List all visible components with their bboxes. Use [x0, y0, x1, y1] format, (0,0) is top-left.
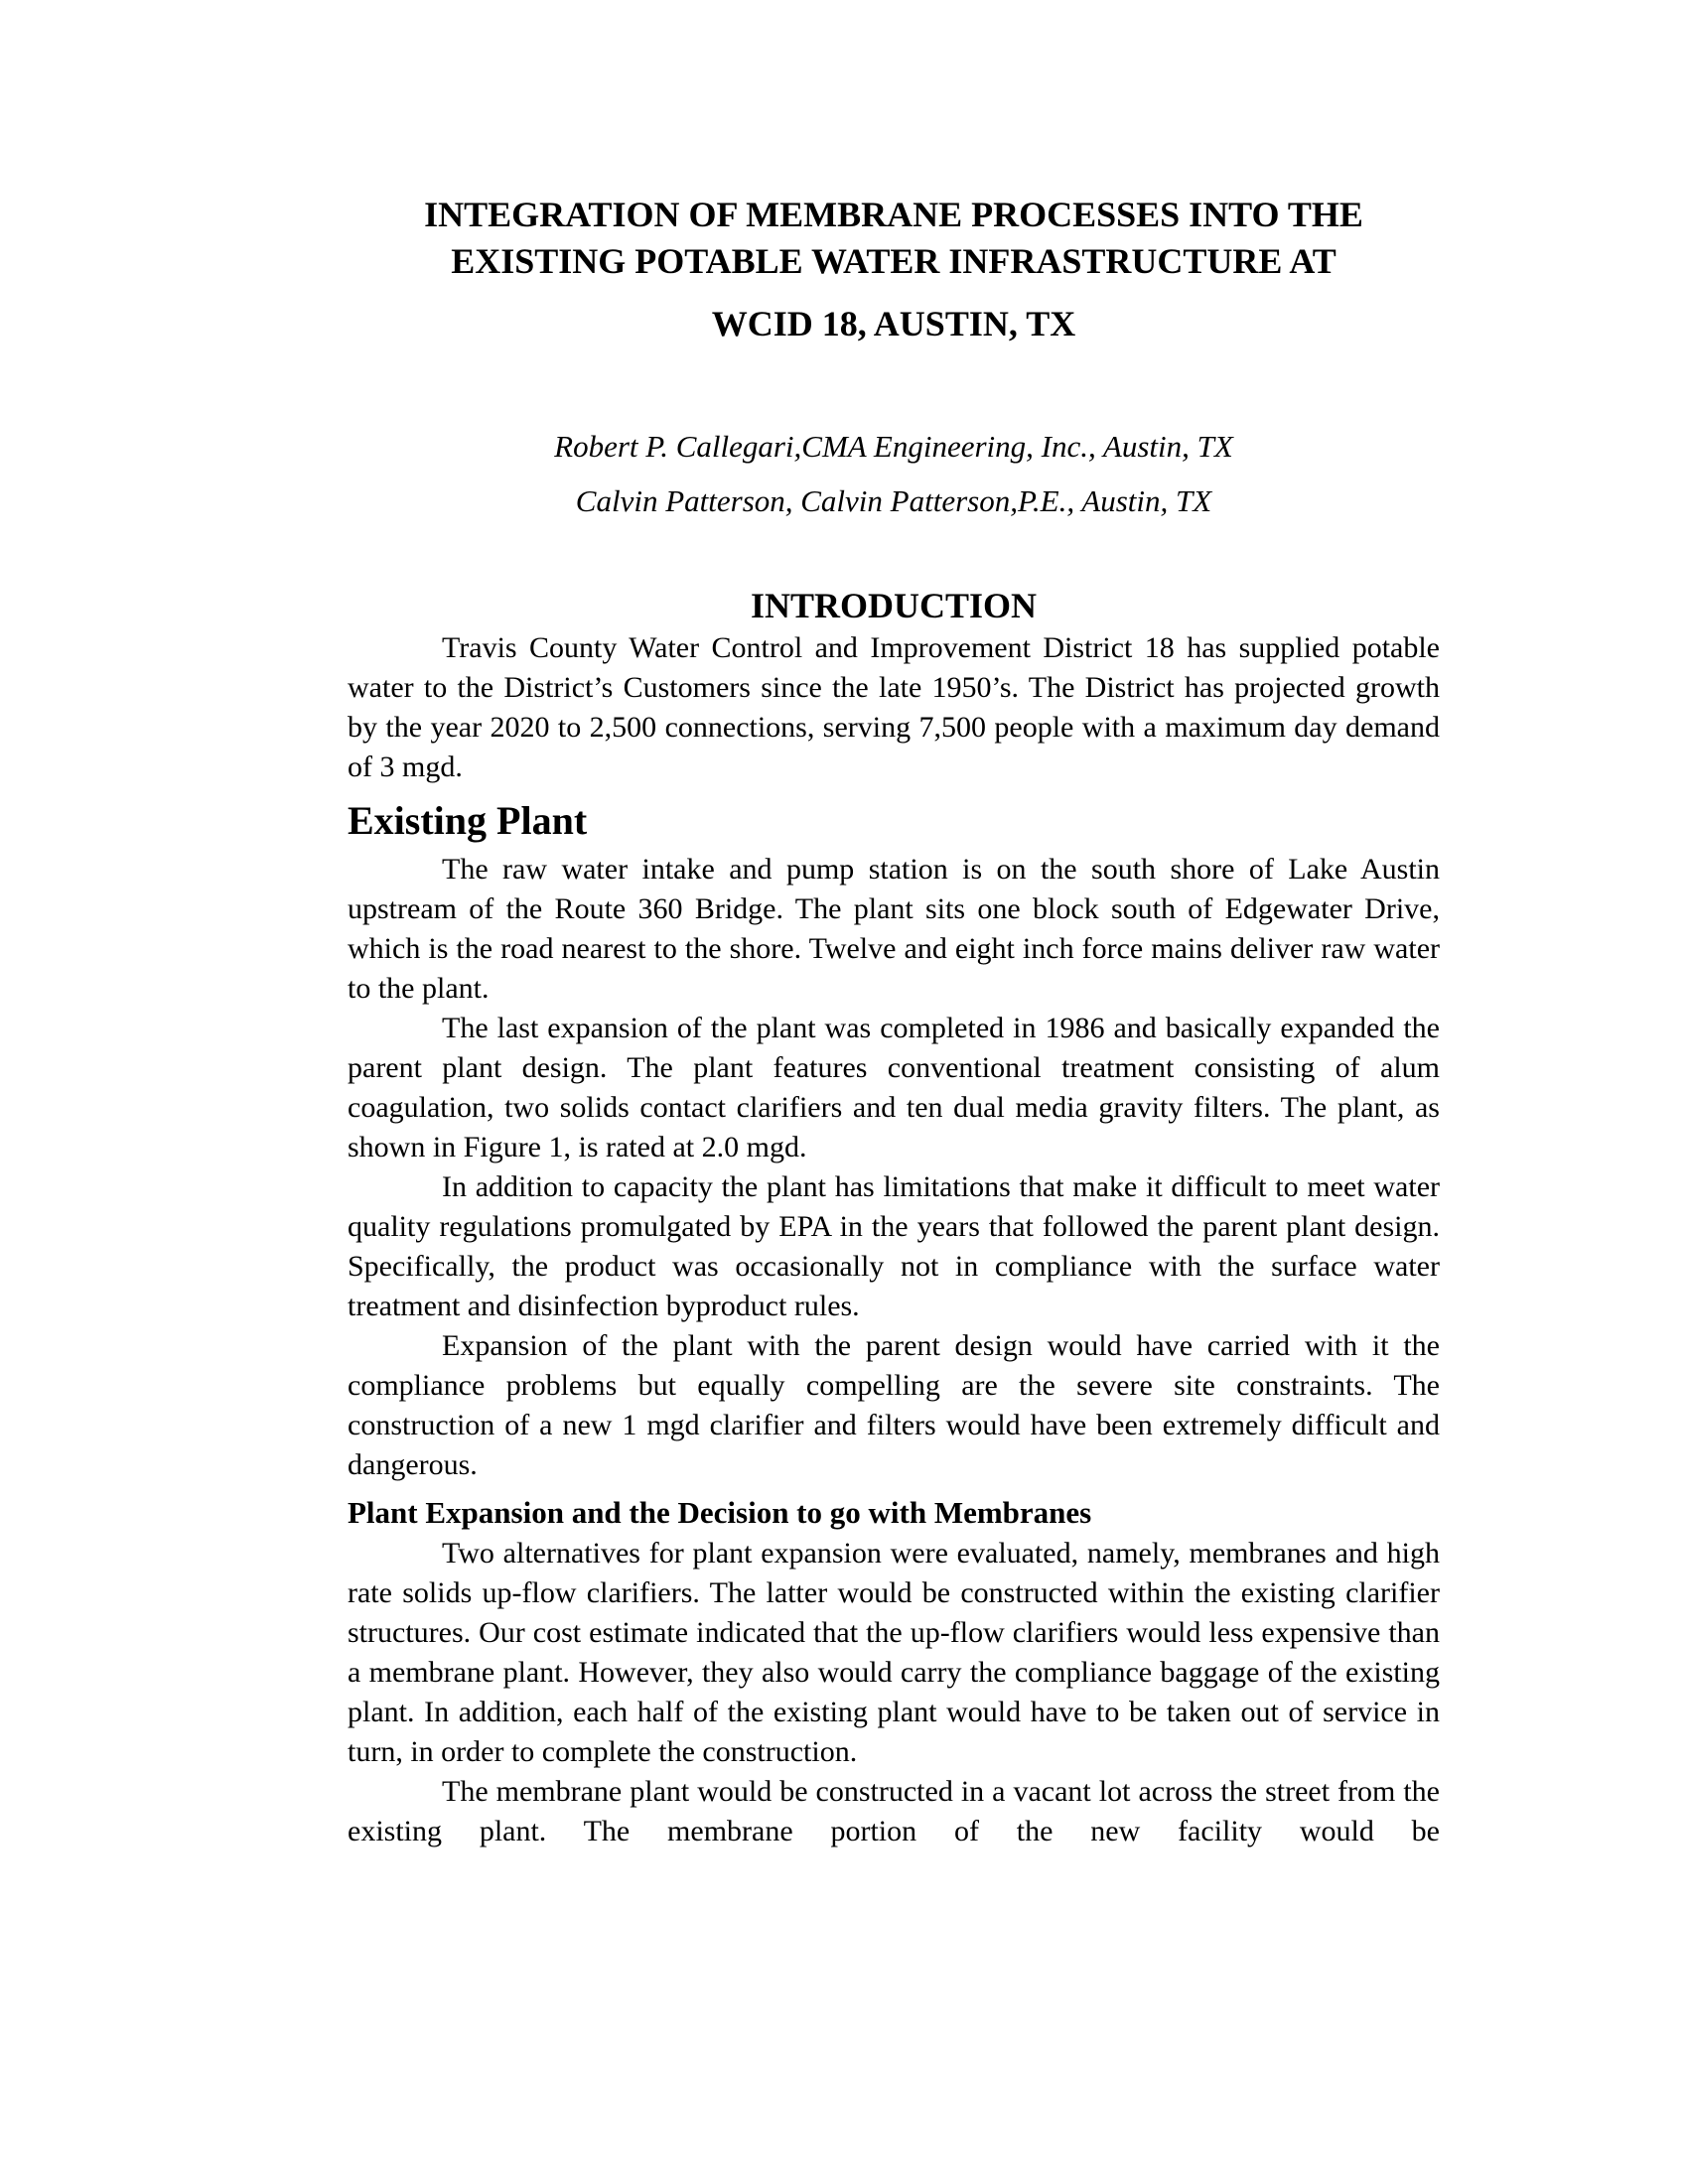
- paragraph-district-growth: Travis County Water Control and Improvement District 18 has supplied potable water to the District’s Customers since the late 1950’s. The District has projected growth by the year 2020 to 2,500 connections, serving 7,500 people with a maximum day demand of 3 mgd.: [348, 631, 1440, 783]
- paragraph-parent-design: Expansion of the plant with the parent design would have carried with it the compliance problems but equally compelling are the severe site constraints. The construction of a new 1 mgd clarifier and filters would have been extremely difficult and dangerous.: [348, 1329, 1440, 1481]
- author-block: [348, 419, 1440, 528]
- author-line-2: Calvin Patterson, Calvin Patterson,P.E., Austin, TX: [575, 483, 1212, 518]
- paragraph-membrane-vacant-lot: The membrane plant would be constructed in a vacant lot across the street from the existing plant. The membrane portion of the new facility would be: [348, 1775, 1440, 1847]
- paper-title: [348, 192, 1440, 347]
- paragraph-raw-water-intake: The raw water intake and pump station is on the south shore of Lake Austin upstream of the Route 360 Bridge. The plant sits one block south of Edgewater Drive, which is the road nearest to the shore. Twelve and eight inch force mains deliver raw water to the plant.: [348, 853, 1440, 1005]
- paragraph-last-expansion: The last expansion of the plant was completed in 1986 and basically expanded the parent plant design. The plant features conventional treatment consisting of alum coagulation, two solids contact clarifiers and ten dual media gravity filters. The plant, as shown in Figure 1, is rated at 2.0 mgd.: [348, 1012, 1440, 1163]
- paper-title-line-2: EXISTING POTABLE WATER INFRASTRUCTURE AT: [451, 241, 1336, 281]
- paragraph-two-alternatives: Two alternatives for plant expansion were evaluated, namely, membranes and high rate solids up-flow clarifiers. The latter would be constructed within the existing clarifier structures. Our cost estimate indicated that the up-flow clarifiers would less expensive than a membrane plant. However, they also would carry the compliance baggage of the existing plant. In addition, each half of the existing plant would have to be taken out of service in turn, in order to complete the construction.: [348, 1537, 1440, 1768]
- section-heading-existing-plant: Existing Plant: [348, 798, 588, 843]
- paper-title-line-3: WCID 18, AUSTIN, TX: [711, 304, 1076, 343]
- section-heading-introduction: INTRODUCTION: [750, 586, 1038, 625]
- paper-title-line-1: INTEGRATION OF MEMBRANE PROCESSES INTO THE: [424, 195, 1363, 234]
- paragraph-capacity-limitations: In addition to capacity the plant has limitations that make it difficult to meet water quality regulations promulgated by EPA in the years that followed the parent plant design. Specifically, the product was occasionally not in compliance with the surface water treatment and disinfection byproduct rules.: [348, 1170, 1440, 1322]
- author-line-1: Robert P. Callegari,CMA Engineering, Inc., Austin, TX: [554, 429, 1233, 464]
- section-heading-plant-expansion-membranes: Plant Expansion and the Decision to go with Membranes: [348, 1495, 1092, 1530]
